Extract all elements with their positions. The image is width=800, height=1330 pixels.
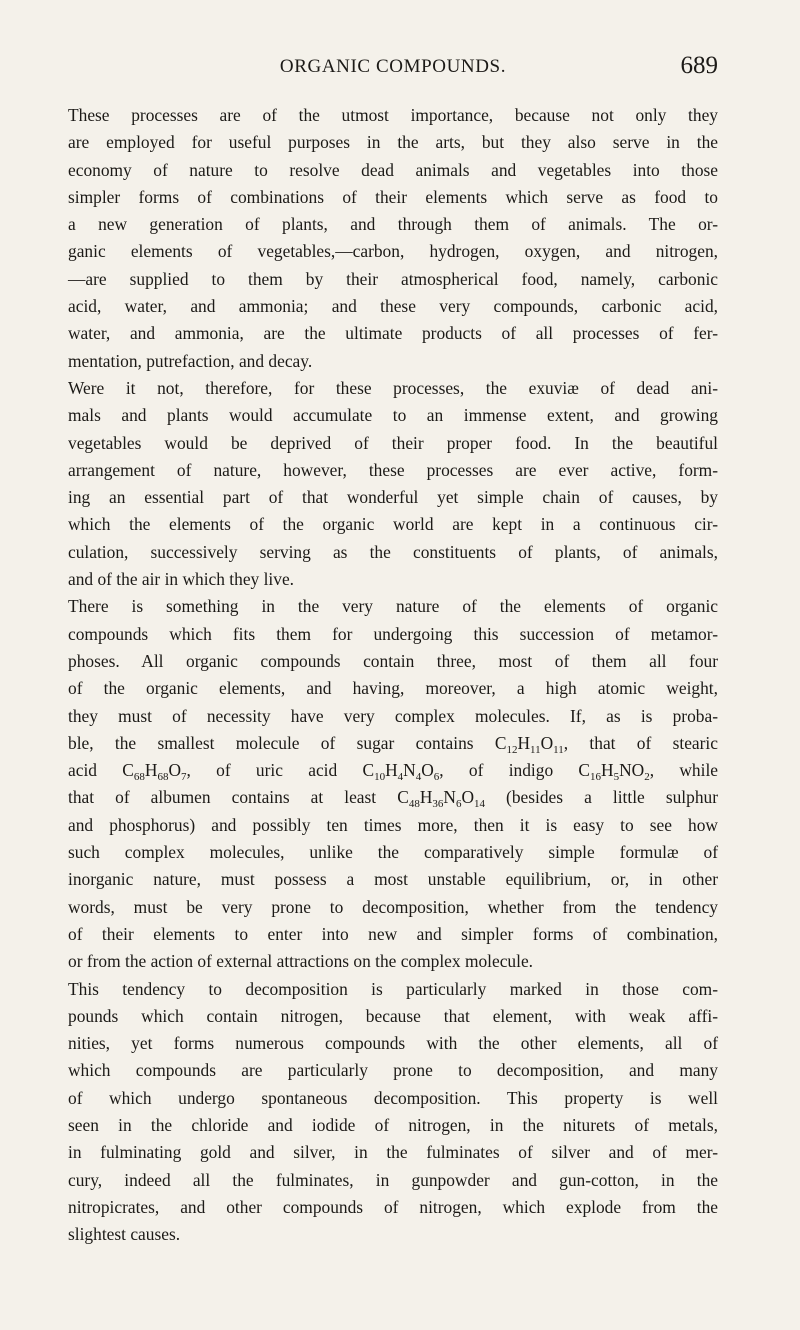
paragraph	[68, 976, 718, 1249]
text-line: which compounds are particularly prone to decomposition, and many	[68, 1060, 718, 1081]
text-line: acid $C_{68}H_{68}O_7$, of uric acid $C_{10}H_4N_4O_6$, of indigo $C_{16}H_5NO_2$, while	[68, 760, 718, 784]
text-line: ble, the smallest molecule of sugar contains $C_{12}H_{11}O_{11}$, that of stearic	[68, 732, 718, 756]
text-line: they must of necessity have very complex molecules. If, as is proba-	[68, 705, 718, 726]
text-line: compounds which fits them for undergoing this succession of metamor-	[68, 623, 718, 644]
text-line: simpler forms of combinations of their elements which serve as food to	[68, 186, 718, 207]
text-line: a new generation of plants, and through them of animals. The or-	[68, 214, 718, 235]
text-line: of which undergo spontaneous decomposition. This property is well	[68, 1087, 718, 1108]
text-line: economy of nature to resolve dead animals and vegetables into those	[68, 159, 718, 180]
body-text	[68, 102, 718, 1248]
running-head: ORGANIC COMPOUNDS.	[279, 56, 507, 77]
text-line: nitropicrates, and other compounds of nitrogen, which explode from the	[68, 1196, 718, 1217]
text-line: and phosphorus) and possibly ten times more, then it is easy to see how	[68, 814, 718, 835]
text-line: There is something in the very nature of the elements of organic	[68, 596, 718, 617]
text-line: slightest causes.	[68, 1224, 181, 1245]
text-line: vegetables would be deprived of their proper food. In the beautiful	[68, 432, 718, 453]
text-line: or from the action of external attractions on the complex molecule.	[68, 951, 534, 972]
text-line: —are supplied to them by their atmospherical food, namely, carbonic	[68, 268, 718, 289]
paragraph	[68, 593, 718, 975]
text-line: mals and plants would accumulate to an immense extent, and growing	[68, 405, 718, 426]
text-line: of the organic elements, and having, moreover, a high atomic weight,	[68, 678, 718, 699]
text-line: acid, water, and ammonia; and these very compounds, carbonic acid,	[68, 296, 718, 317]
paragraph	[68, 375, 718, 593]
text-line: cury, indeed all the fulminates, in gunpowder and gun-cotton, in the	[68, 1169, 718, 1190]
text-line: arrangement of nature, however, these processes are ever active, form-	[68, 459, 718, 480]
text-line: which the elements of the organic world are kept in a continuous cir-	[68, 514, 718, 535]
text-line: inorganic nature, must possess a most unstable equilibrium, or, in other	[68, 869, 718, 890]
paragraph	[68, 102, 718, 375]
text-line: of their elements to enter into new and simpler forms of combination,	[68, 923, 718, 944]
text-line: These processes are of the utmost importance, because not only they	[68, 105, 718, 125]
text-line: that of albumen contains at least $C_{48}H_{36}N_6O_{14}$ (besides a little sulphur	[68, 787, 719, 811]
text-line: and of the air in which they live.	[68, 569, 295, 590]
page-header	[68, 52, 718, 82]
text-line: seen in the chloride and iodide of nitrogen, in the niturets of metals,	[68, 1114, 718, 1135]
text-line: in fulminating gold and silver, in the fulminates of silver and of mer-	[68, 1142, 718, 1163]
text-line: ganic elements of vegetables,—carbon, hydrogen, oxygen, and nitrogen,	[68, 241, 718, 262]
text-line: culation, successively serving as the constituents of plants, of animals,	[68, 541, 718, 562]
text-line: water, and ammonia, are the ultimate products of all processes of fer-	[68, 323, 718, 344]
text-line: phoses. All organic compounds contain three, most of them all four	[68, 650, 718, 671]
text-line: nities, yet forms numerous compounds with the other elements, all of	[68, 1033, 718, 1054]
text-line: mentation, putrefaction, and decay.	[68, 350, 313, 371]
text-line: are employed for useful purposes in the arts, but they also serve in the	[68, 132, 718, 153]
text-line: This tendency to decomposition is particularly marked in those com-	[68, 978, 718, 999]
text-line: Were it not, therefore, for these processes, the exuviæ of dead ani-	[68, 377, 718, 398]
text-line: such complex molecules, unlike the comparatively simple formulæ of	[68, 842, 718, 863]
page-number: 689	[680, 52, 718, 79]
text-line: words, must be very prone to decomposition, whether from the tendency	[68, 896, 718, 917]
text-line: ing an essential part of that wonderful yet simple chain of causes, by	[68, 487, 718, 508]
text-line: pounds which contain nitrogen, because that element, with weak affi-	[68, 1005, 718, 1026]
